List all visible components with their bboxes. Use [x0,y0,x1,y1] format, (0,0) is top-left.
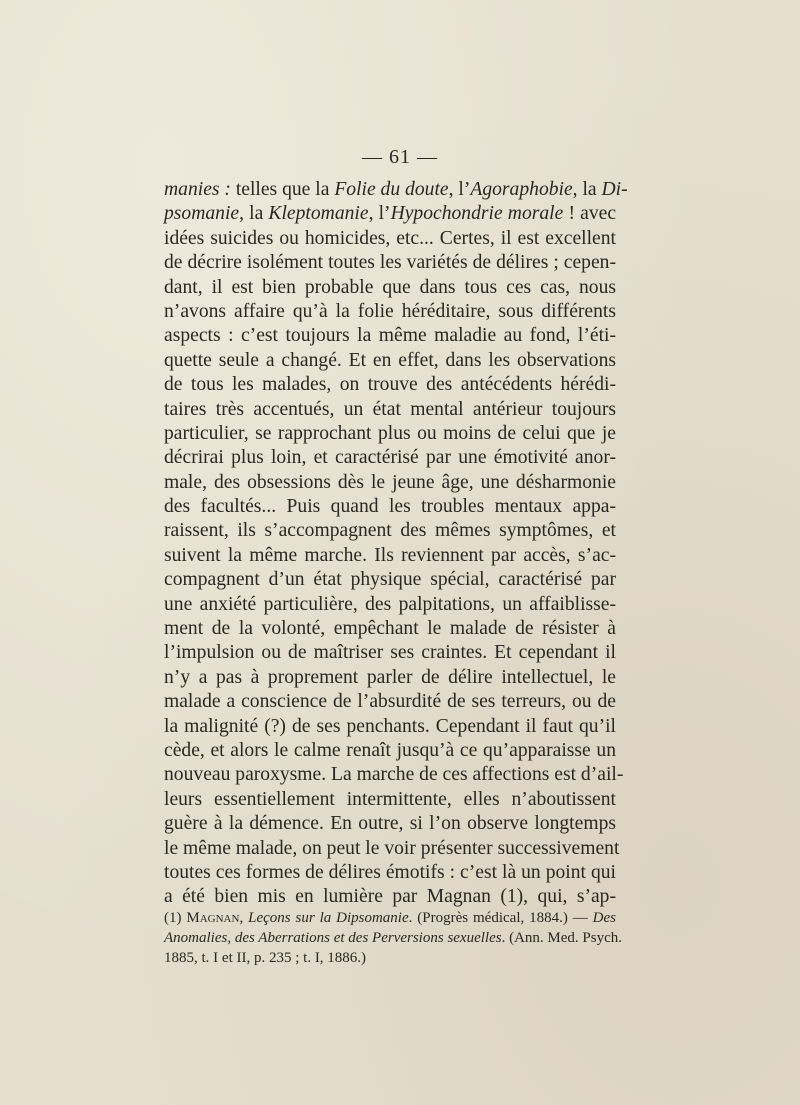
body_lines-text: male, des obsessions dès le jeune âge, une désharmonie [164,471,616,493]
body_lines-text: telles que la [230,179,335,200]
body_lines-line [164,422,616,446]
body_lines-line [164,641,616,665]
body_lines-text: suivent la même marche. Ils reviennent par accès, s’ac- [164,544,616,566]
body_lines-line [164,568,616,592]
body_lines-text: ment de la volonté, empêchant le malade de résister à [164,618,616,640]
footnote_lines-text: Des [592,910,616,926]
footnote_lines-text: 1885, t. I et II, p. 235 ; t. I, 1886.) [164,950,367,966]
page-number: — 61 — [362,146,438,168]
body_lines-line [164,788,616,812]
body_lines-line [164,666,616,690]
body_lines-text: , l’ [368,203,391,225]
body_lines-line [164,593,616,617]
body_lines-text: Hypochondrie morale [390,203,564,225]
body_lines-line [164,178,628,202]
body_lines-text: l’impulsion ou de maîtriser ses craintes. Et cependant il [164,642,616,664]
body_lines-text: Kleptomanie [268,203,369,225]
footnote_lines-text: Anomalies, des Aberrations et des Perversions sexuelles [164,930,502,946]
body_lines-line [164,861,616,885]
body_lines-text: n’avons affaire qu’à la folie héréditaire, sous différents [164,300,616,322]
footnote_lines-text: . (Progrès médical, 1884.) — [408,910,593,926]
body_lines-text: particulier, se rapprochant plus ou moins de celui que je [164,422,616,444]
body_lines-text: le même malade, on peut le voir présenter successivement [164,837,620,859]
body_lines-line [164,300,616,324]
body_lines-text: cède, et alors le calme renaît jusqu’à ce qu’apparaisse un [164,739,616,761]
body_lines-text: Agoraphobie [470,179,573,200]
body_lines-line [164,324,616,348]
body_lines-text: nouveau paroxysme. La marche de ces affections est d’ail- [164,764,624,786]
footnote_lines-line [164,908,616,928]
body_lines-line [164,398,616,422]
body_lines-text: une anxiété particulière, des palpitations, un affaiblisse- [164,593,616,615]
body_lines-text: idées suicides ou homicides, etc... Certes, il est excellent [164,227,616,249]
body_lines-line [164,349,616,373]
body_lines-line [164,276,616,300]
body_lines-text: manies : [164,179,231,200]
body_lines-text: raissent, ils s’accompagnent des mêmes symptômes, et [164,520,616,542]
body_lines-text: dant, il est bien probable que dans tous ces cas, nous [164,276,616,298]
footnote_lines-line [164,948,616,968]
body_lines-text: leurs essentiellement intermittente, elles n’aboutissent [164,788,616,810]
body_lines-line [164,690,616,714]
body_lines-text: , l’ [448,179,471,200]
body_lines-text: quette seule a changé. Et en effet, dans les observations [164,349,616,371]
body_lines-line [164,885,616,909]
body_lines-line [164,519,616,543]
footnote_lines-text: Magnan [186,910,240,926]
body_lines-text: de tous les malades, on trouve des antécédents hérédi- [164,374,616,396]
body_lines-text: des facultés... Puis quand les troubles mentaux appa- [164,496,616,518]
body_lines-line [164,715,616,739]
body_lines-line [164,227,616,251]
body_lines-line [164,251,616,275]
footnote_lines-text: Leçons sur la Dipsomanie [248,910,409,926]
body_lines-line [164,617,616,641]
footnote_lines-line [164,928,623,948]
body_lines-text: Folie du doute [334,179,449,200]
body_lines-text: la malignité (?) de ses penchants. Cependant il faut qu’il [164,715,616,737]
body_lines-text: malade a conscience de l’absurdité de ses terreurs, ou de [164,691,616,713]
footnote_lines-text: . (Ann. Med. Psych. [501,930,623,946]
body_lines-text: décrirai plus loin, et caractérisé par une émotivité anor- [164,447,616,469]
body_lines-text: de décrire isolément toutes les variétés de délires ; cepen- [164,252,616,274]
body_lines-text: compagnent d’un état physique spécial, caractérisé par [164,569,616,591]
body_lines-text: ! avec [563,203,617,225]
body_lines-text: Di- [601,179,628,200]
body_lines-text: psomanie [164,203,240,225]
body-text [164,178,628,910]
body_lines-text: guère à la démence. En outre, si l’on observe longtemps [164,813,616,835]
footnote_lines-text: , [239,910,249,926]
body_lines-text: toutes ces formes de délires émotifs : c’est là un point qui [164,861,616,883]
body_lines-line [164,739,616,763]
body_lines-line [164,763,624,787]
footnote_lines-text: (1) [164,910,187,926]
body_lines-line [164,544,616,568]
body_lines-line [164,373,616,397]
body_lines-line [164,495,616,519]
body_lines-line [164,812,616,836]
body_lines-text: , la [239,203,269,225]
body_lines-text: taires très accentués, un état mental antérieur toujours [164,398,616,420]
body_lines-text: n’y a pas à proprement parler de délire intellectuel, le [164,666,616,688]
body_lines-text: a été bien mis en lumière par Magnan (1), qui, s’ap- [164,886,616,908]
body_lines-line [164,471,616,495]
body_lines-text: , la [572,179,602,200]
body_lines-line [164,837,620,861]
body_lines-text: aspects : c’est toujours la même maladie au fond, l’éti- [164,325,616,347]
body_lines-line [164,202,616,226]
footnotes [164,908,623,968]
body_lines-line [164,446,616,470]
